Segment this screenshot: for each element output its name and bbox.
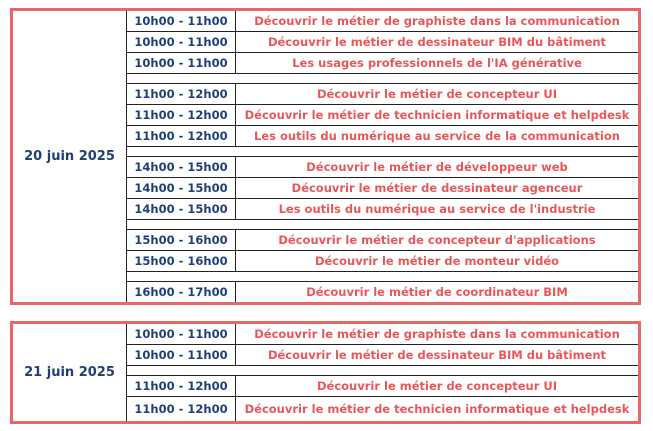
session-title: Découvrir le métier de graphiste dans la communication bbox=[254, 14, 620, 28]
session-list bbox=[126, 324, 638, 421]
session-title: Découvrir le métier de graphiste dans la communication bbox=[254, 327, 620, 341]
session-row bbox=[127, 397, 638, 421]
session-row bbox=[127, 199, 638, 220]
session-time: 15h00 - 16h00 bbox=[127, 251, 236, 271]
session-row bbox=[127, 84, 638, 105]
session-row bbox=[127, 345, 638, 366]
session-list bbox=[126, 11, 638, 302]
session-title: Les usages professionnels de l'IA générative bbox=[292, 56, 582, 70]
session-row bbox=[127, 157, 638, 178]
session-row bbox=[127, 53, 638, 74]
session-title: Découvrir le métier de coordinateur BIM bbox=[306, 285, 568, 299]
session-title: Découvrir le métier de dessinateur BIM du bâtiment bbox=[267, 35, 607, 49]
day-block-21-juin bbox=[10, 321, 641, 424]
session-title: Découvrir le métier de concepteur UI bbox=[316, 379, 558, 393]
session-row bbox=[127, 178, 638, 199]
row-spacer bbox=[127, 366, 638, 376]
session-title: Découvrir le métier de dessinateur agenceur bbox=[291, 181, 583, 195]
session-row bbox=[127, 126, 638, 147]
session-title: Découvrir le métier de technicien informatique et helpdesk bbox=[244, 108, 630, 122]
row-spacer bbox=[127, 74, 638, 84]
session-time: 11h00 - 12h00 bbox=[127, 126, 236, 146]
session-time: 14h00 - 15h00 bbox=[127, 178, 236, 198]
session-row bbox=[127, 324, 638, 345]
session-row bbox=[127, 32, 638, 53]
session-time: 11h00 - 12h00 bbox=[127, 105, 236, 125]
day-block-20-juin bbox=[10, 8, 641, 305]
session-title: Découvrir le métier de dessinateur BIM du bâtiment bbox=[267, 348, 607, 362]
session-time: 10h00 - 11h00 bbox=[127, 53, 236, 73]
session-row bbox=[127, 230, 638, 251]
session-title: Les outils du numérique au service de l'industrie bbox=[278, 202, 596, 216]
session-row bbox=[127, 376, 638, 397]
session-time: 16h00 - 17h00 bbox=[127, 282, 236, 302]
session-row bbox=[127, 11, 638, 32]
session-time: 10h00 - 11h00 bbox=[127, 11, 236, 31]
row-spacer bbox=[127, 272, 638, 282]
session-row bbox=[127, 251, 638, 272]
session-title: Découvrir le métier de monteur vidéo bbox=[314, 254, 560, 268]
session-time: 11h00 - 12h00 bbox=[127, 84, 236, 104]
session-time: 10h00 - 11h00 bbox=[127, 32, 236, 52]
day-date: 20 juin 2025 bbox=[24, 149, 115, 164]
day-date: 21 juin 2025 bbox=[24, 365, 115, 380]
session-title: Découvrir le métier de technicien informatique et helpdesk bbox=[244, 402, 630, 416]
session-title: Découvrir le métier de concepteur UI bbox=[316, 87, 558, 101]
session-time: 10h00 - 11h00 bbox=[127, 345, 236, 365]
session-time: 10h00 - 11h00 bbox=[127, 324, 236, 344]
session-time: 15h00 - 16h00 bbox=[127, 230, 236, 250]
session-title: Les outils du numérique au service de la communication bbox=[254, 129, 620, 143]
session-row bbox=[127, 105, 638, 126]
row-spacer bbox=[127, 220, 638, 230]
session-time: 11h00 - 12h00 bbox=[127, 397, 236, 421]
session-title: Découvrir le métier de développeur web bbox=[306, 160, 568, 174]
session-title: Découvrir le métier de concepteur d'applications bbox=[278, 233, 596, 247]
session-time: 14h00 - 15h00 bbox=[127, 157, 236, 177]
session-time: 14h00 - 15h00 bbox=[127, 199, 236, 219]
session-row bbox=[127, 282, 638, 302]
session-time: 11h00 - 12h00 bbox=[127, 376, 236, 396]
row-spacer bbox=[127, 147, 638, 157]
